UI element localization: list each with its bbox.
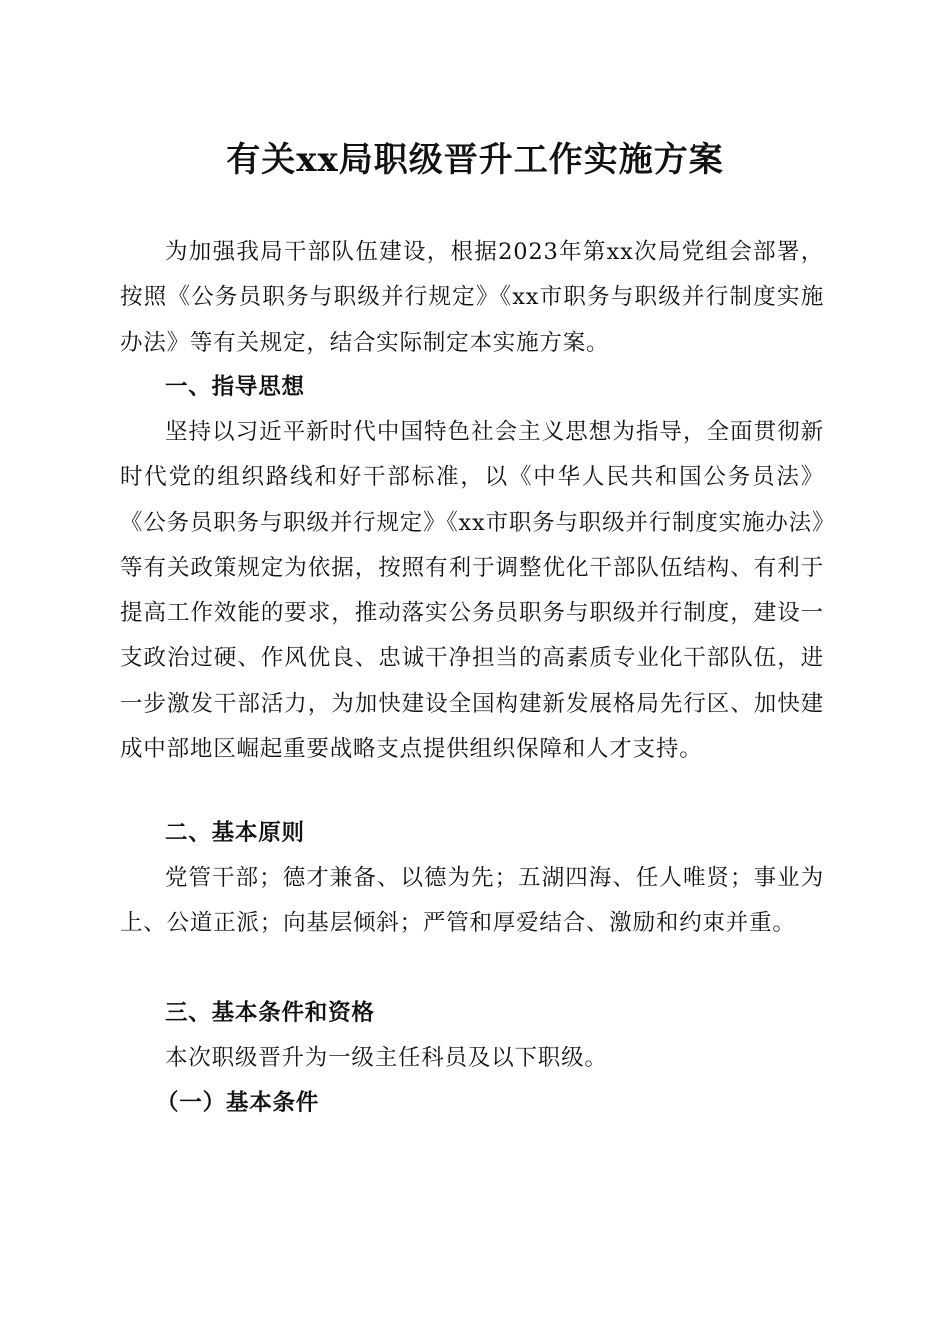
section-paragraph-basic-principles: 党管干部；德才兼备、以德为先；五湖四海、任人唯贤；事业为上、公道正派；向基层倾斜；严管和厚爱结合、激励和约束并重。 (120, 865, 824, 937)
subsection-heading-basic-conditions: （一）基本条件 (156, 1090, 320, 1116)
section-paragraph-guiding-ideology: 坚持以习近平新时代中国特色社会主义思想为指导，全面贯彻新时代党的组织路线和好干部标准，以《中华人民共和国公务员法》《公务员职务与职级并行规定》《xx市职务与职级并行制度实施办法》等有关政策规定为依据，按照有利于调整优化干部队伍结构、有利于提高工作效能的要求，推动落实公务员职务与职级并行制度，建设一支政治过硬、作风优良、忠诚干净担当的高素质专业化干部队伍，进一步激发干部活力，为加快建设全国构建新发展格局先行区、加快建成中部地区崛起重要战略支点提供组织保障和人才支持。 (120, 419, 824, 763)
intro-paragraph: 为加强我局干部队伍建设，根据2023年第xx次局党组会部署，按照《公务员职务与职级并行规定》《xx市职务与职级并行制度实施办法》等有关规定，结合实际制定本实施方案。 (120, 239, 824, 356)
section-heading-conditions-qualifications: 三、基本条件和资格 (165, 1000, 375, 1026)
document-title: 有关xx局职级晋升工作实施方案 (226, 140, 724, 180)
section-heading-guiding-ideology: 一、指导思想 (165, 374, 305, 400)
section-paragraph-conditions-qualifications: 本次职级晋升为一级主任科员及以下职级。 (165, 1045, 608, 1071)
section-heading-basic-principles: 二、基本原则 (165, 820, 305, 846)
